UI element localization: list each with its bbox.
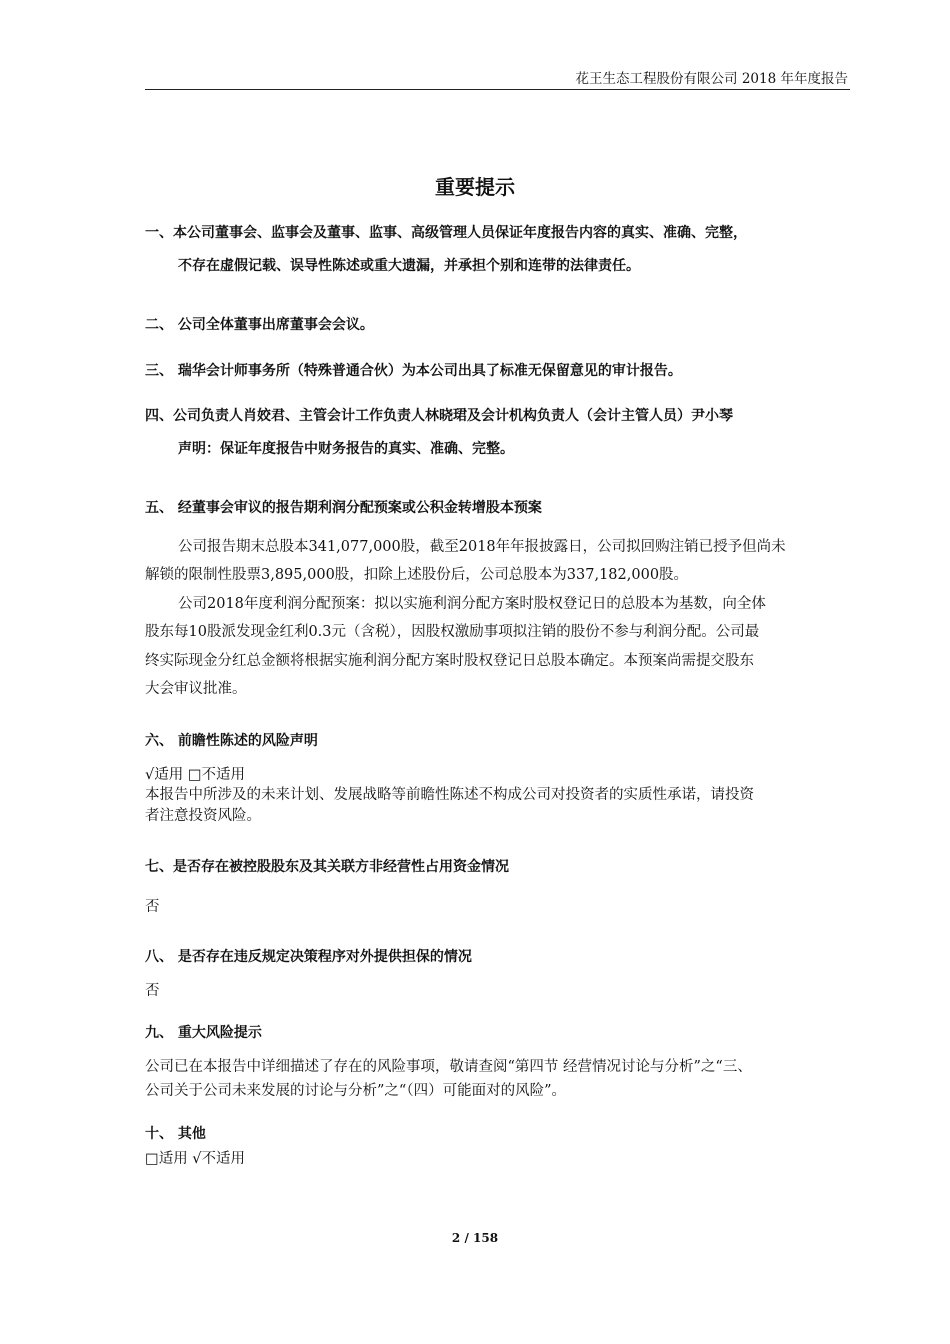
section-10-applicability-checkbox: □适用 √不适用 bbox=[145, 1151, 246, 1167]
section-7-answer: 否 bbox=[145, 899, 160, 915]
page-title: 重要提示 bbox=[435, 175, 515, 199]
section-9-body-line-1: 公司已在本报告中详细描述了存在的风险事项，敬请查阅“第四节 经营情况讨论与分析”之“三、 bbox=[145, 1059, 752, 1075]
header-company-report-title: 花王生态工程股份有限公司 2018 年年度报告 bbox=[575, 71, 848, 87]
section-4-line-1: 四、公司负责人肖姣君、主管会计工作负责人林晓珺及会计机构负责人（会计主管人员）尹小琴 bbox=[145, 408, 733, 424]
section-6-body-line-2: 者注意投资风险。 bbox=[145, 808, 261, 824]
section-10-heading: 十、 其他 bbox=[145, 1126, 206, 1142]
section-4-line-2: 声明：保证年度报告中财务报告的真实、准确、完整。 bbox=[178, 441, 514, 457]
section-8-heading: 八、 是否存在违反规定决策程序对外提供担保的情况 bbox=[145, 949, 472, 965]
section-8-answer: 否 bbox=[145, 983, 160, 999]
section-5-para-1-line-1: 公司报告期末总股本341,077,000股，截至2018年年报披露日，公司拟回购注销已授予但尚未 bbox=[178, 539, 786, 555]
section-3: 三、 瑞华会计师事务所（特殊普通合伙）为本公司出具了标准无保留意见的审计报告。 bbox=[145, 363, 682, 379]
section-5-para-2-line-4: 大会审议批准。 bbox=[145, 681, 247, 697]
section-5-para-2-line-2: 股东每10股派发现金红利0.3元（含税），因股权激励事项拟注销的股份不参与利润分配。公司最 bbox=[145, 624, 760, 640]
section-1-line-1: 一、本公司董事会、监事会及董事、监事、高级管理人员保证年度报告内容的真实、准确、完整， bbox=[145, 225, 747, 241]
section-2: 二、 公司全体董事出席董事会会议。 bbox=[145, 317, 374, 333]
section-6-applicability-checkbox: √适用 □不适用 bbox=[145, 767, 246, 783]
section-9-body-line-2: 公司关于公司未来发展的讨论与分析”之“（四）可能面对的风险”。 bbox=[145, 1083, 566, 1099]
section-9-heading: 九、 重大风险提示 bbox=[145, 1025, 262, 1041]
section-6-heading: 六、 前瞻性陈述的风险声明 bbox=[145, 733, 318, 749]
section-5-heading: 五、 经董事会审议的报告期利润分配预案或公积金转增股本预案 bbox=[145, 500, 542, 516]
section-5-para-2-line-3: 终实际现金分红总金额将根据实施利润分配方案时股权登记日总股本确定。本预案尚需提交股东 bbox=[145, 653, 754, 669]
section-6-body-line-1: 本报告中所涉及的未来计划、发展战略等前瞻性陈述不构成公司对投资者的实质性承诺，请投资 bbox=[145, 787, 754, 803]
page-number: 2 / 158 bbox=[451, 1231, 499, 1245]
page-header bbox=[145, 64, 850, 90]
section-7-heading: 七、是否存在被控股股东及其关联方非经营性占用资金情况 bbox=[145, 859, 509, 875]
section-5-para-2-line-1: 公司2018年度利润分配预案：拟以实施利润分配方案时股权登记日的总股本为基数，向全体 bbox=[178, 596, 766, 612]
section-1-line-2: 不存在虚假记载、误导性陈述或重大遗漏，并承担个别和连带的法律责任。 bbox=[178, 258, 640, 274]
section-5-para-1-line-2: 解锁的限制性股票3,895,000股，扣除上述股份后，公司总股本为337,182,000股。 bbox=[145, 567, 689, 583]
